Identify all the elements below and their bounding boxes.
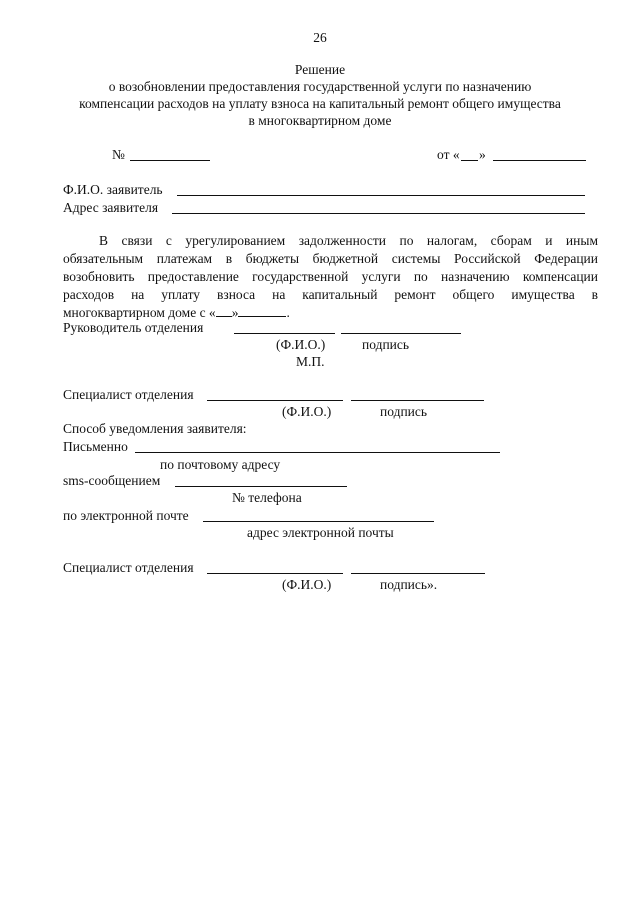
sms-label: sms-сообщением <box>63 473 161 488</box>
resume-day-field[interactable] <box>216 304 232 317</box>
applicant-name-label: Ф.И.О. заявитель <box>63 182 163 197</box>
email-field[interactable] <box>203 521 434 522</box>
head-signature-field[interactable] <box>341 333 461 334</box>
body-line-1: В связи с урегулированием задолженности по налогам, сборам и иным <box>99 233 598 248</box>
specialist-1-label: Специалист отделения <box>63 387 194 402</box>
phone-field[interactable] <box>175 486 347 487</box>
body-last-prefix: многоквартирном доме с « <box>63 305 216 320</box>
body-last-suffix: . <box>286 305 290 320</box>
stamp-caption: М.П. <box>296 354 325 369</box>
body-last-mid: » <box>231 305 239 320</box>
specialist-1-fio-field[interactable] <box>207 400 343 401</box>
applicant-address-field[interactable] <box>172 213 585 214</box>
head-signature-caption: подпись <box>362 337 410 352</box>
notification-label: Способ уведомления заявителя: <box>63 421 247 436</box>
document-subtitle-line-3: в многоквартирном доме <box>248 113 392 128</box>
specialist-2-signature-field[interactable] <box>351 573 485 574</box>
written-label: Письменно <box>63 439 128 454</box>
specialist-1-signature-field[interactable] <box>351 400 484 401</box>
specialist-1-signature-caption: подпись <box>380 404 428 419</box>
applicant-name-field[interactable] <box>177 195 585 196</box>
number-field[interactable] <box>130 160 210 161</box>
date-label: от « <box>437 147 460 162</box>
document-subtitle-line-1: о возобновлении предоставления государственной услуги по назначению <box>108 79 532 94</box>
document-subtitle-line-2: компенсации расходов на уплату взноса на капитальный ремонт общего имущества <box>79 96 561 111</box>
specialist-2-fio-field[interactable] <box>207 573 343 574</box>
resume-month-year-field[interactable] <box>238 304 286 317</box>
specialist-2-label: Специалист отделения <box>63 560 194 575</box>
date-month-year-field[interactable] <box>493 160 586 161</box>
specialist-1-fio-caption: (Ф.И.О.) <box>282 404 332 419</box>
body-line-4: расходов на уплату взноса на капитальный ремонт общего имущества в <box>63 287 598 302</box>
phone-caption: № телефона <box>232 490 302 505</box>
body-line-2: обязательным платежам в бюджеты бюджетной системы Российской Федерации <box>63 251 598 266</box>
postal-address-field[interactable] <box>135 452 500 453</box>
number-label: № <box>112 147 125 162</box>
postal-caption: по почтовому адресу <box>160 457 281 472</box>
date-day-field[interactable] <box>461 160 478 161</box>
email-caption: адрес электронной почты <box>247 525 394 540</box>
specialist-2-signature-caption: подпись». <box>380 577 438 592</box>
decision-body <box>63 232 598 322</box>
specialist-2-fio-caption: (Ф.И.О.) <box>282 577 332 592</box>
head-label: Руководитель отделения <box>63 320 204 335</box>
email-label: по электронной почте <box>63 508 189 523</box>
body-line-3: возобновить предоставление государственной услуги по назначению компенсации <box>63 269 598 284</box>
head-fio-field[interactable] <box>234 333 335 334</box>
document-title: Решение <box>294 62 346 77</box>
head-fio-caption: (Ф.И.О.) <box>276 337 326 352</box>
page-number: 26 <box>313 30 327 45</box>
applicant-address-label: Адрес заявителя <box>63 200 159 215</box>
date-mid: » <box>479 147 486 162</box>
